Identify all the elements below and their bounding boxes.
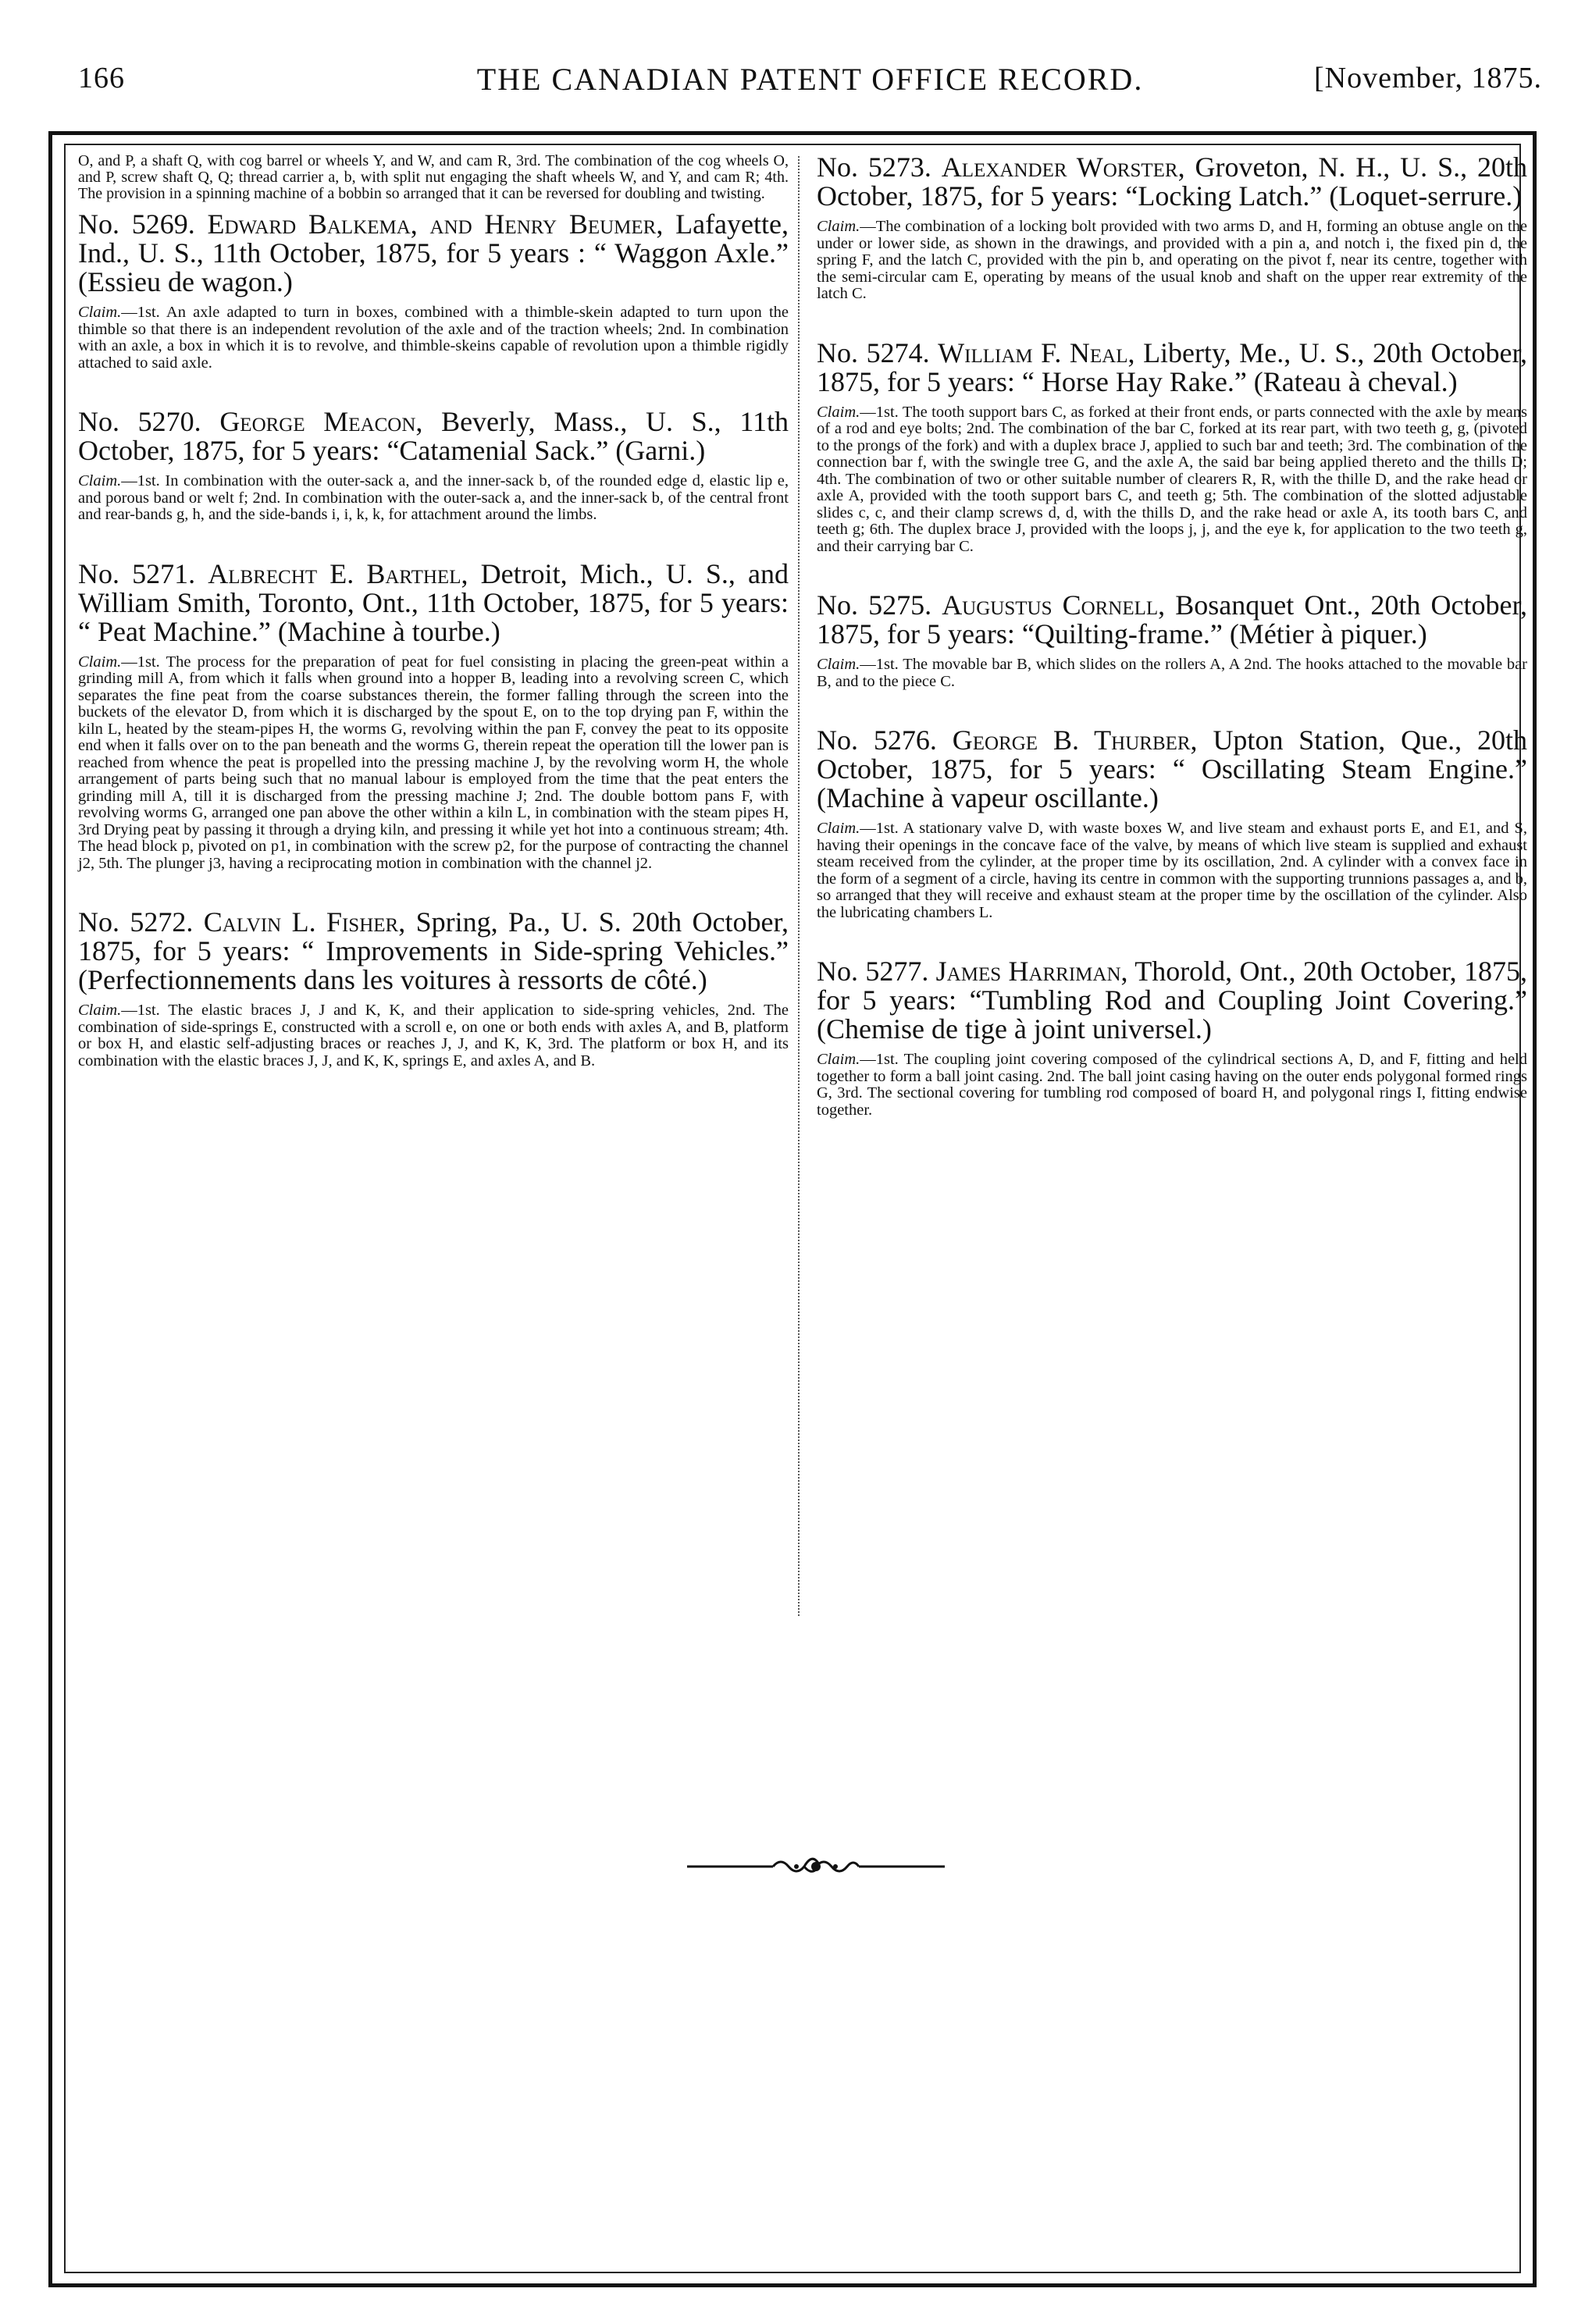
- patent-entry-5274: [817, 336, 1528, 556]
- patent-heading: [817, 336, 1528, 397]
- patentee-names: William F. Neal,: [938, 336, 1135, 368]
- patent-entry-5273: [817, 153, 1527, 303]
- column-divider: [798, 156, 801, 1616]
- patentee-names: Albrecht E. Barthel,: [208, 557, 468, 589]
- patentee-names: Alexander Worster,: [941, 151, 1185, 183]
- claim-text: —1st. In combination with the outer-sack a, and the inner-sack b, of the rounded edge d, elastic lip e, and porous band or welt f; 2nd. In combination with the outer-sack a, and the inner-sack b, of the central front and rear-bands g, h, and the side-bands i, i, k, k, for attachment around the limbs.: [78, 472, 789, 523]
- claim-text: —1st. The tooth support bars C, as forked at their front ends, or parts connected with the axle by means of a rod and eye bolts; 2nd. The combination of the bar C, forked at its rear part, with two teeth g, g, (pivoted to the prongs of the fork) and with a duplex brace J, applied to such bar and teeth; 3rd. The combination of the connection bar f, with the swingle tree G, and the axle A, the said bar being applied thereto and the thills D; 4th. The combination of two or other suitable number of clearers R, R, with the thille D, and the rake head or axle A, provided with the tooth support bars C, and teeth g; 5th. The combination of the slotted adjustable slides c, c, and their clamp screws d, d, with the thills D, and the rake head or axle A, its tooth bars C, and teeth g; 6th. The duplex brace J, provided with the loops j, j, and the eye k, for application to the two teeth g, and their carrying bar C.: [817, 403, 1527, 555]
- page-header: [78, 61, 1542, 108]
- patent-details: Groveton, N. H., U. S., 20th October, 1875, for 5 years: “Locking Latch.” (Loquet-serrure.): [817, 151, 1528, 212]
- patentee-names: Edward Balkema, and Henry Beumer,: [207, 208, 664, 240]
- patent-number: No. 5274.: [817, 336, 930, 368]
- left-column: [78, 153, 789, 1105]
- patent-heading: [817, 153, 1527, 211]
- patent-details: Liberty, Me., U. S., 20th October, 1875, for 5 years: “ Horse Hay Rake.” (Rateau à cheval.): [817, 336, 1528, 397]
- patent-heading: [817, 726, 1527, 813]
- continued-claim-text: O, and P, a shaft Q, with cog barrel or wheels Y, and W, and cam R, 3rd. The combination of the cog wheels O, and P, screw shaft Q, Q; thread carrier a, b, with split nut engaging the shaft wheels W, and Y, and cam R; 4th. The provision in a spinning machine of a bobbin so arranged that it can be reversed for doubling and twisting.: [78, 152, 789, 202]
- patentee-names: Augustus Cornell,: [942, 589, 1166, 621]
- patent-details: Upton Station, Que., 20th October, 1875, for 5 years: “ Oscillating Steam Engine.” (Machine à vapeur oscillante.): [817, 724, 1528, 813]
- patentee-names: George B. Thurber,: [952, 724, 1198, 756]
- issue-date: [November, 1875.: [1313, 62, 1542, 94]
- patent-heading: [78, 408, 789, 465]
- patent-number: No. 5276.: [817, 724, 937, 756]
- patent-entry-5271: [78, 557, 789, 873]
- patent-entry-5276: [817, 726, 1527, 921]
- patent-number: No. 5269.: [78, 208, 195, 240]
- claim-label: Claim.: [817, 820, 860, 837]
- patent-number: No. 5275.: [817, 589, 932, 621]
- patentee-names: James Harriman,: [935, 956, 1128, 987]
- patent-claim: [817, 219, 1527, 303]
- patent-heading: [78, 557, 789, 647]
- patent-claim: [817, 404, 1527, 556]
- right-column: [817, 153, 1527, 1155]
- claim-text: —1st. The elastic braces J, J and K, K, and their application to side-spring vehicles, 2nd. The combination of side-springs E, constructed with a scroll e, on one or both ends with axles A, and B, platform or box H, and elastic self-adjusting braces or reaches J, J, and K, K, 3rd. The platform or box H, and its combination with the elastic braces J, J, and K, K, springs E, and axles A, and B.: [78, 1002, 789, 1069]
- claim-text: —1st. A stationary valve D, with waste boxes W, and live steam and exhaust ports E, and E1, and S, having their openings in the concave face of the valve, by means of which live steam is supplied and exhaust steam received from the cylinder, at the proper time by its oscillation, 2nd. A cylinder with a convex face in the form of a segment of a circle, having its centre in common with the supporting trunnions passages a, and b, so arranged that they will receive and exhaust steam at the proper time by the oscillation of the cylinder. Also the lubricating chambers L.: [817, 820, 1527, 921]
- claim-label: Claim.: [78, 653, 122, 671]
- patentee-names: George Meacon,: [219, 406, 423, 437]
- patent-number: No. 5270.: [78, 406, 201, 437]
- patent-entry-5269: [78, 210, 789, 372]
- patent-details: Thorold, Ont., 20th October, 1875, for 5 years: “Tumbling Rod and Coupling Joint Covering.” (Chemise de tige à joint universel.): [817, 956, 1527, 1045]
- ornamental-divider-icon: [687, 1855, 945, 1878]
- claim-text: —The combination of a locking bolt provided with two arms D, and H, forming an obtuse angle on the under or lower side, as shown in the drawings, and provided with a pin a, and notch i, the fixed pin d, the spring F, and the latch C, provided with the pin b, and operating on the pivot f, near its centre, together with the semi-circular cam E, operating by means of the usual knob and shaft on the upper rear extremity of the latch C.: [817, 218, 1527, 302]
- patent-entry-5272: [78, 908, 789, 1069]
- patent-details: Spring, Pa., U. S. 20th October, 1875, for 5 years: “ Improvements in Side-spring Vehicles.” (Perfectionnements dans les voitures à ressorts de côté.): [78, 906, 789, 995]
- patent-entry-5277: [817, 957, 1527, 1119]
- patent-heading: [78, 908, 789, 995]
- claim-text: —1st. The movable bar B, which slides on the rollers A, A 2nd. The hooks attached to the movable bar B, and to the piece C.: [817, 656, 1527, 690]
- claim-text: —1st. The coupling joint covering composed of the cylindrical sections A, D, and F, fitting and held together to form a ball joint casing. 2nd. The ball joint casing having on the outer ends polygonal formed rings G, 3rd. The sectional covering for tumbling rod composed of board H, and polygonal rings I, fitting endwise together.: [817, 1051, 1527, 1119]
- patent-claim: [817, 820, 1527, 921]
- patent-claim: [817, 1052, 1527, 1119]
- patent-details: Bosanquet Ont., 20th October, 1875, for 5 years: “Quilting-frame.” (Métier à piquer.): [817, 589, 1528, 650]
- patent-details: Lafayette, Ind., U. S., 11th October, 1875, for 5 years : “ Waggon Axle.” (Essieu de wagon.): [78, 208, 789, 297]
- page-number: 166: [78, 62, 125, 94]
- patent-claim: [817, 657, 1527, 690]
- claim-label: Claim.: [78, 304, 122, 321]
- claim-text: —1st. The process for the preparation of peat for fuel consisting in placing the green-peat within a grinding mill A, from which it falls when ground into a hopper B, leading into a revolving screen C, which separates the fine peat from the coarse substances therein, the former falling through the screen into the buckets of the elevator D, from which it is discharged by the spout E, on to the top drying pan F, within the kiln L, heated by the steam-pipes H, the worms G, revolving within the pan F, convey the peat to its opposite end when it falls over on to the pan beneath and the worms G, therein repeat the operation till the lower pan is reached from whence the peat is propelled into the pressing machine J, by the revolving worm H, the whole arrangement of parts being such that no manual labour is employed from the time that the peat enters the grinding mill A, till it is discharged from the pressing machine J; 2nd. The double bottom pans F, with revolving worms G, arranged one pan above the other within a kiln L, in combination with the steam pipes H, 3rd Drying peat by passing it through a drying kiln, and pressing it while yet hot into a continuous stream; 4th. The head block p, pivoted on p1, in combination with the screw p2, for the purpose of contracting the channel j2, 5th. The plunger j3, having a reciprocating motion in combination with the channel j2.: [78, 653, 789, 872]
- patent-heading: [78, 210, 789, 297]
- patent-claim: [78, 473, 789, 524]
- patent-claim: [78, 654, 789, 873]
- claim-label: Claim.: [817, 403, 860, 421]
- patent-details: Detroit, Mich., U. S., and William Smith, Toronto, Ont., 11th October, 1875, for 5 years: “ Peat Machine.” (Machine à tourbe.): [78, 557, 789, 647]
- publication-title: THE CANADIAN PATENT OFFICE RECORD.: [476, 62, 1144, 97]
- patent-claim: [78, 304, 789, 372]
- patent-number: No. 5273.: [817, 151, 931, 183]
- claim-text: —1st. An axle adapted to turn in boxes, combined with a thimble-skein adapted to turn upon the thimble so that there is an independent revolution of the axle and of the traction wheels; 2nd. In combination with an axle, a box in which it is to revolve, and thimble-skeins capable of revolution upon a thimble rigidly attached to said axle.: [78, 304, 789, 372]
- claim-label: Claim.: [817, 218, 860, 235]
- patent-number: No. 5272.: [78, 906, 194, 938]
- patent-number: No. 5277.: [817, 956, 929, 987]
- patent-heading: [817, 957, 1527, 1044]
- patent-entry-5270: [78, 408, 789, 524]
- claim-label: Claim.: [817, 1051, 860, 1068]
- claim-label: Claim.: [78, 1002, 122, 1019]
- patent-claim: [78, 1002, 789, 1069]
- patent-entry-5275: [817, 591, 1527, 690]
- claim-label: Claim.: [817, 656, 860, 673]
- patent-heading: [817, 591, 1527, 649]
- patentee-names: Calvin L. Fisher,: [203, 906, 406, 938]
- patent-details: Beverly, Mass., U. S., 11th October, 1875, for 5 years: “Catamenial Sack.” (Garni.): [78, 406, 789, 466]
- claim-label: Claim.: [78, 472, 122, 489]
- patent-number: No. 5271.: [78, 557, 196, 589]
